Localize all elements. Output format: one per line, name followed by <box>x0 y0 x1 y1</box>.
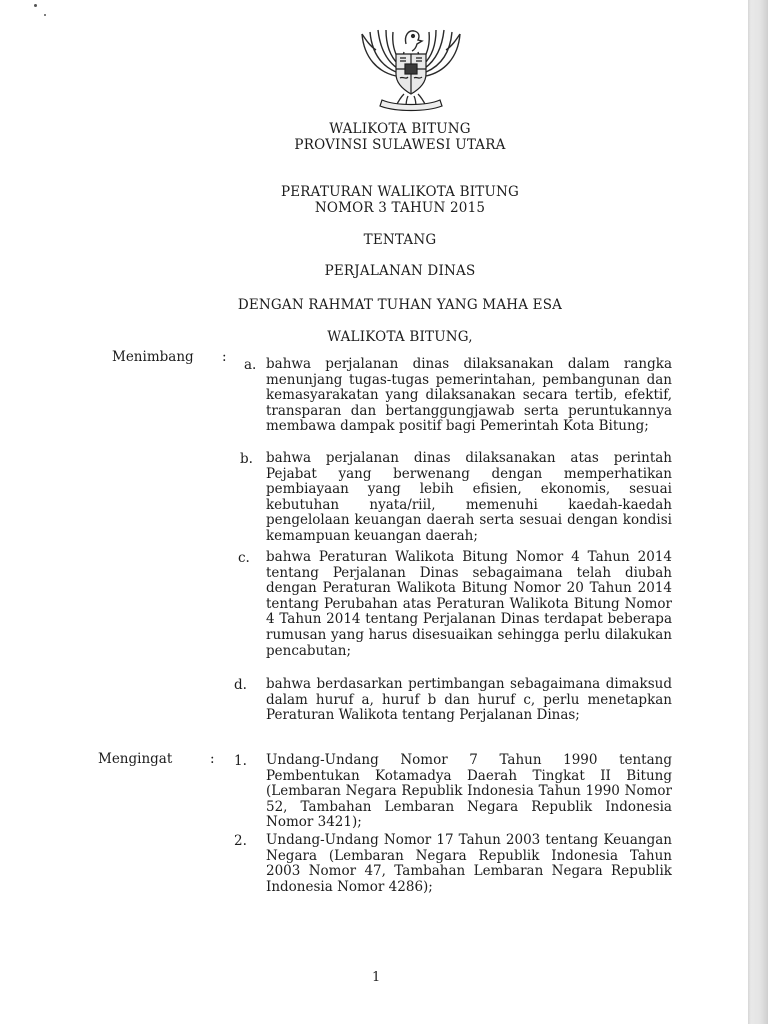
considering-text-b: bahwa perjalanan dinas dilaksanakan atas perintah Pejabat yang berwenang dengan memperhatikan pembiayaan yang lebih efisien, ekonomis, sesuai kebutuhan nyata/riil, memenuhi kaedah-kaedah pengelolaan keuangan daerah serta sesuai dengan kondisi kemampuan keuangan daerah; <box>266 450 672 544</box>
page-edge-shadow <box>748 0 768 1024</box>
considering-colon: : <box>222 349 227 365</box>
page-number: 1 <box>372 970 381 985</box>
invocation-heading: DENGAN RAHMAT TUHAN YANG MAHA ESA <box>237 297 563 313</box>
about-heading: TENTANG <box>363 232 437 248</box>
considering-marker-c: c. <box>238 550 250 566</box>
issuer-line2: PROVINSI SULAWESI UTARA <box>294 137 506 153</box>
issuer-line1: WALIKOTA BITUNG <box>329 121 471 137</box>
garuda-emblem-icon <box>356 14 466 114</box>
considering-marker-d: d. <box>234 677 247 693</box>
considering-label: Menimbang <box>112 349 194 365</box>
scan-speck <box>44 14 46 16</box>
considering-text-c: bahwa Peraturan Walikota Bitung Nomor 4 Tahun 2014 tentang Perjalanan Dinas sebagaimana telah diubah dengan Peraturan Walikota Bitung Nomor 20 Tahun 2014 tentang Perubahan atas Peraturan Walikota Bitung Nomor 4 Tahun 2014 tentang Perjalanan Dinas terdapat beberapa rumusan yang harus disesuaikan sehingga perlu dilakukan pencabutan; <box>266 549 672 659</box>
recalling-marker-1: 1. <box>234 753 247 769</box>
considering-item-b <box>266 451 672 545</box>
considering-item-d <box>266 677 672 724</box>
recalling-colon: : <box>210 751 215 767</box>
considering-text-d: bahwa berdasarkan pertimbangan sebagaimana dimaksud dalam huruf a, huruf b dan huruf c, perlu menetapkan Peraturan Walikota tentang Perjalanan Dinas; <box>266 676 672 724</box>
recalling-item-1 <box>266 753 672 831</box>
recalling-text-2: Undang-Undang Nomor 17 Tahun 2003 tentang Keuangan Negara (Lembaran Negara Republik Indonesia Tahun 2003 Nomor 47, Tambahan Lembaran Negara Republik Indonesia Nomor 4286); <box>266 832 672 895</box>
recalling-label: Mengingat <box>98 751 173 767</box>
considering-marker-a: a. <box>244 357 257 373</box>
regulation-number: NOMOR 3 TAHUN 2015 <box>314 200 486 216</box>
considering-text-a: bahwa perjalanan dinas dilaksanakan dalam rangka menunjang tugas-tugas pemerintahan, pembangunan dan kemasyarakatan yang dilaksanakan secara tertib, efektif, transparan dan bertanggungjawab serta peruntukannya membawa dampak positif bagi Pemerintah Kota Bitung; <box>266 356 672 435</box>
considering-item-a <box>266 357 672 435</box>
recalling-item-2 <box>266 833 672 895</box>
recalling-marker-2: 2. <box>234 833 247 849</box>
regulation-title: PERATURAN WALIKOTA BITUNG <box>280 184 520 200</box>
considering-marker-b: b. <box>240 451 253 467</box>
considering-item-c <box>266 550 672 659</box>
recalling-text-1: Undang-Undang Nomor 7 Tahun 1990 tentang Pembentukan Kotamadya Daerah Tingkat II Bitung (Lembaran Negara Republik Indonesia Tahun 1990 Nomor 52, Tambahan Lembaran Negara Republik Indonesia Nomor 3421); <box>266 752 672 831</box>
scan-speck <box>34 4 37 7</box>
authority-heading: WALIKOTA BITUNG, <box>327 329 473 345</box>
subject-heading: PERJALANAN DINAS <box>324 263 476 279</box>
